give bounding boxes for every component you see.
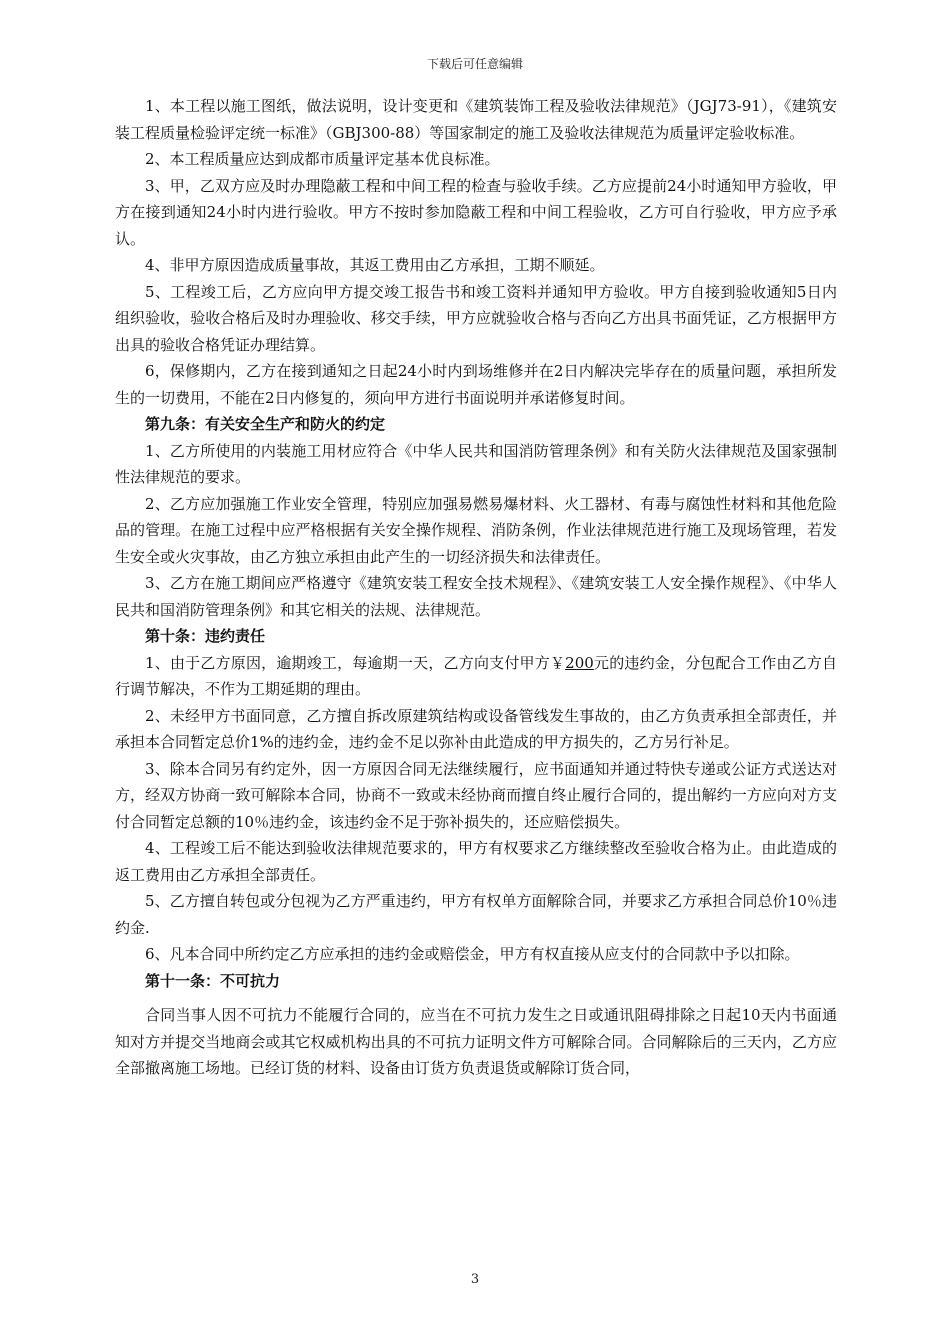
section-11-heading: 第十一条：不可抗力 — [145, 971, 281, 990]
section-10-heading: 第十条：违约责任 — [145, 627, 266, 645]
document-body — [115, 93, 837, 1082]
paragraph — [115, 650, 837, 703]
paragraph: 合同当事人因不可抗力不能履行合同的，应当在不可抗力发生之日或通讯阻碍排除之日起10天内书面通知对方并提交当地商会或其它权威机构出具的不可抗力证明文件方可解除合同。合同解除后的三天内，乙方应全部撤离施工场地。已经订货的材料、设备由订货方负责退货或解除订货合同， — [115, 1006, 837, 1077]
paragraph: 3、乙方在施工期间应严格遵守《建筑安装工程安全技术规程》、《建筑安装工人安全操作规程》、《中华人民共和国消防管理条例》和其它相关的法规、法律规范。 — [115, 574, 837, 619]
paragraph: 3、甲，乙双方应及时办理隐蔽工程和中间工程的检查与验收手续。乙方应提前24小时通知甲方验收，甲方在接到通知24小时内进行验收。甲方不按时参加隐蔽工程和中间工程验收，乙方可自行验收，甲方应予承认。 — [115, 176, 837, 248]
penalty-amount: 200 — [565, 653, 594, 672]
section-9-heading: 第九条：有关安全生产和防火的约定 — [145, 415, 386, 433]
text-segment: 元的违约金，分包配合工作由乙方自行调节解决，不作为工期延期的理由。 — [115, 653, 837, 698]
paragraph: 1、乙方所使用的内装施工用材应符合《中华人民共和国消防管理条例》和有关防火法律规范及国家强制性法律规范的要求。 — [115, 441, 837, 486]
paragraph: 2、本工程质量应达到成都市质量评定基本优良标准。 — [145, 150, 500, 168]
paragraph: 6，保修期内，乙方在接到通知之日起24小时内到场维修并在2日内解决完毕存在的质量问题，承担所发生的一切费用，不能在2日内修复的，须向甲方进行书面说明并承诺修复时间。 — [115, 362, 837, 407]
paragraph: 1、本工程以施工图纸，做法说明，设计变更和《建筑装饰工程及验收法律规范》（JGJ73-91），《建筑安装工程质量检验评定统一标准》（GBJ300-88）等国家制定的施工及验收法律规范为质量评定验收标准。 — [115, 97, 837, 142]
page-header: 下载后可任意编辑 — [426, 57, 523, 71]
paragraph: 2、未经甲方书面同意，乙方擅自拆改原建筑结构或设备管线发生事故的，由乙方负责承担全部责任，并承担本合同暂定总价1%的违约金，违约金不足以弥补由此造成的甲方损失的，乙方另行补足。 — [115, 706, 837, 751]
paragraph: 6、凡本合同中所约定乙方应承担的违约金或赔偿金，甲方有权直接从应支付的合同款中予以扣除。 — [145, 945, 800, 963]
paragraph: 5、乙方擅自转包或分包视为乙方严重违约，甲方有权单方面解除合同，并要求乙方承担合同总价10％违约金. — [115, 892, 837, 937]
paragraph: 2、乙方应加强施工作业安全管理，特别应加强易燃易爆材料、火工器材、有毒与腐蚀性材料和其他危险品的管理。在施工过程中应严格根据有关安全操作规程、消防条例，作业法律规范进行施工及现场管理，若发生安全或火灾事故，由乙方独立承担由此产生的一切经济损失和法律责任。 — [115, 494, 837, 566]
text-segment: 1、由于乙方原因，逾期竣工，每逾期一天，乙方向支付甲方￥ — [145, 653, 566, 672]
paragraph: 5、工程竣工后，乙方应向甲方提交竣工报告书和竣工资料并通知甲方验收。甲方自接到验收通知5日内组织验收，验收合格后及时办理验收、移交手续，甲方应就验收合格与否向乙方出具书面凭证，乙方根据甲方出具的验收合格凭证办理结算。 — [115, 282, 837, 354]
paragraph: 4、工程竣工后不能达到验收法律规范要求的，甲方有权要求乙方继续整改至验收合格为止。由此造成的返工费用由乙方承担全部责任。 — [115, 839, 837, 884]
paragraph: 3、除本合同另有约定外，因一方原因合同无法继续履行，应书面通知并通过特快专递或公证方式送达对方，经双方协商一致可解除本合同，协商不一致或未经协商而擅自终止履行合同的，提出解约一方应向对方支付合同暂定总额的10％违约金，该违约金不足于弥补损失的，还应赔偿损失。 — [115, 759, 837, 831]
paragraph: 4、非甲方原因造成质量事故，其返工费用由乙方承担，工期不顺延。 — [145, 256, 605, 274]
page-number: 3 — [470, 1272, 480, 1287]
